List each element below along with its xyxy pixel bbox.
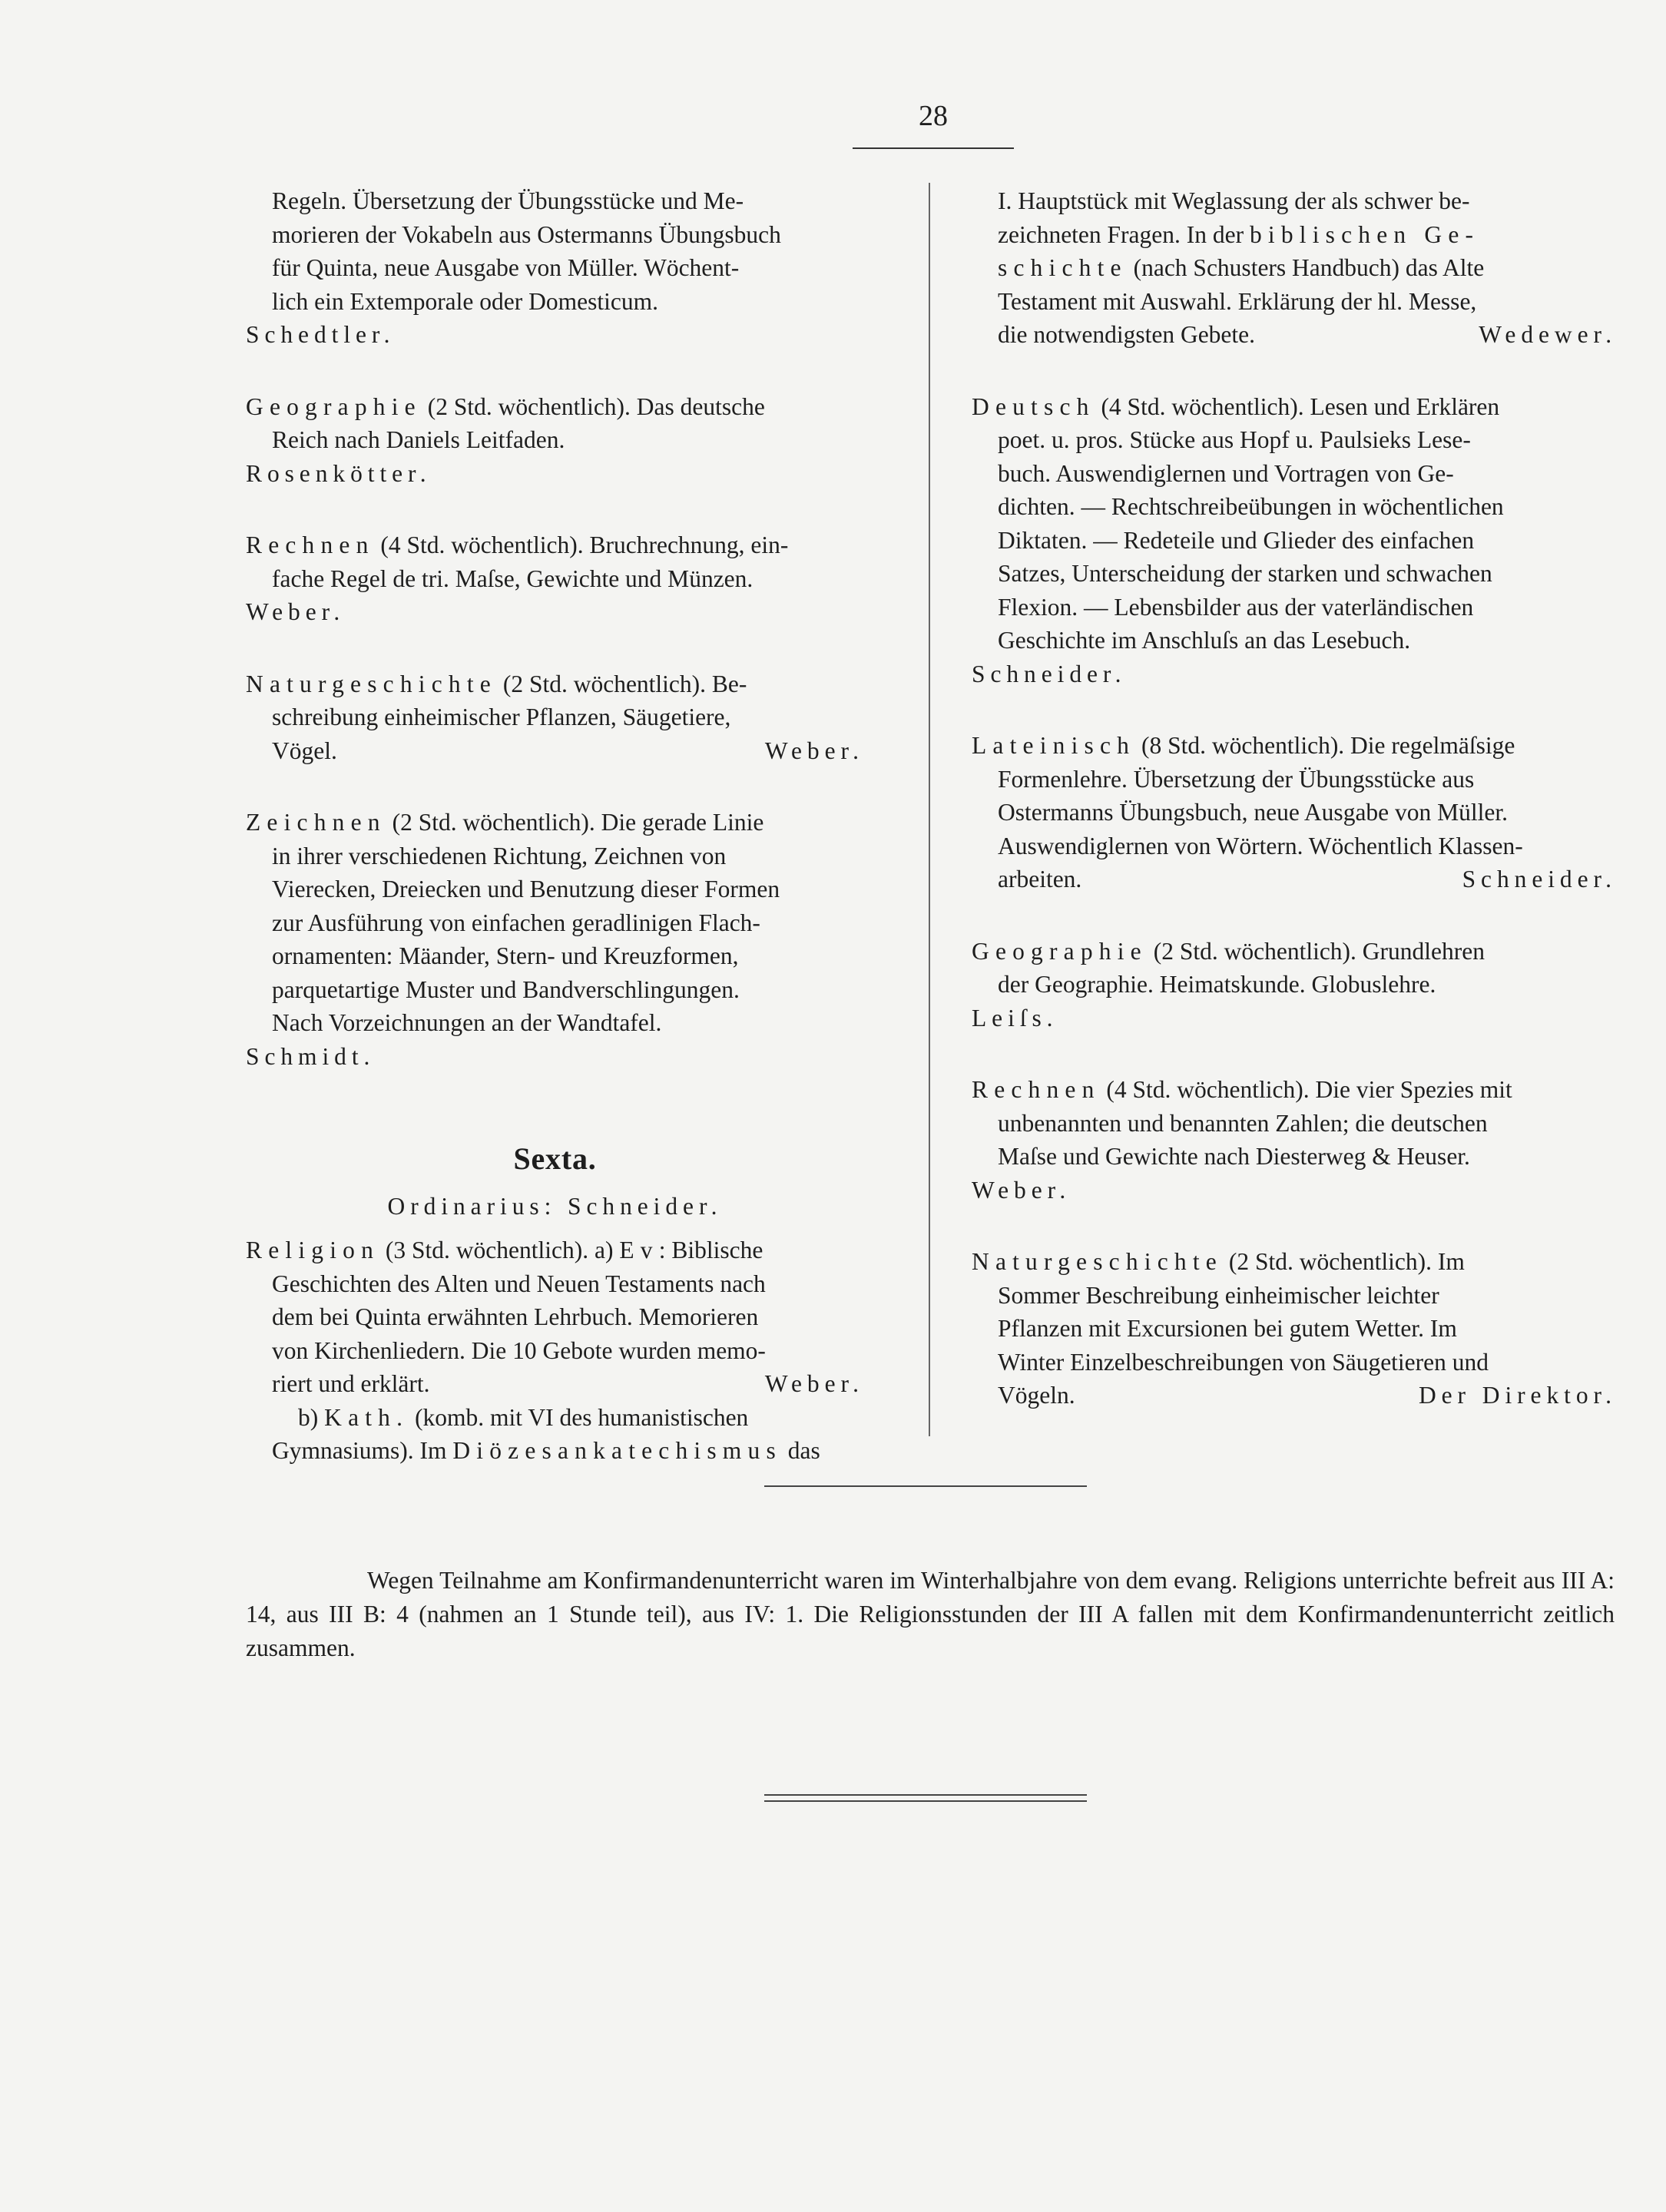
teacher-name: Schneider.	[1462, 866, 1617, 892]
text-line: in ihrer verschiedenen Richtung, Zeichnen von	[272, 842, 727, 869]
last-line-row	[972, 1379, 1617, 1412]
text-line: Geschichten des Alten und Neuen Testaments nach	[272, 1270, 766, 1297]
text-line: poet. u. pros. Stücke aus Hopf u. Paulsieks Lese-	[998, 426, 1471, 453]
text-line: ornamenten: Mäander, Stern- und Kreuzformen,	[272, 942, 739, 969]
text-line: fache Regel de tri. Maſse, Gewichte und Münzen.	[272, 565, 754, 592]
deutsch-entry	[972, 390, 1617, 691]
entry-first-line	[972, 935, 1617, 969]
subject-title: Religion	[246, 1237, 380, 1263]
left-column	[246, 184, 864, 1468]
text-line: buch. Auswendiglernen und Vortragen von Ge-	[998, 459, 1454, 487]
entry-text: Gymnasiums). Im	[272, 1437, 453, 1464]
subject-title: Lateinisch	[972, 732, 1136, 759]
entry-first-line	[246, 806, 864, 839]
naturgeschichte-entry	[972, 1245, 1617, 1412]
page-number-rule	[853, 147, 1014, 149]
text-line: dem bei Quinta erwähnten Lehrbuch. Memorieren	[272, 1303, 759, 1330]
text-line: Sommer Beschreibung einheimischer leichter	[998, 1281, 1439, 1309]
text-line: Regeln. Übersetzung der Übungsstücke und Me-	[272, 187, 744, 214]
text-line: Diktaten. — Redeteile und Glieder des einfachen	[998, 526, 1475, 554]
text-line: Nach Vorzeichnungen an der Wandtafel.	[272, 1009, 662, 1036]
text-line: Flexion. — Lebensbilder aus der vaterländischen	[998, 593, 1474, 621]
entry-text: (2 Std. wöchentlich). Die gerade Linie	[386, 809, 764, 836]
entry-first-line	[972, 729, 1617, 763]
entry-first-line	[972, 1073, 1617, 1107]
entry-text: (komb. mit VI des humanistischen	[409, 1403, 749, 1431]
subject-title: Geographie	[246, 392, 422, 420]
text-line: unbenannten und benannten Zahlen; die deutschen	[998, 1109, 1488, 1137]
text-line: von Kirchenliedern. Die 10 Gebote wurden memo-	[272, 1336, 766, 1364]
text-line: lich ein Extemporale oder Domesticum.	[272, 287, 658, 315]
entry-first-line	[972, 1245, 1617, 1279]
last-line-row	[246, 734, 864, 768]
text-line	[246, 1434, 864, 1468]
text-line: morieren der Vokabeln aus Ostermanns Übungsbuch	[272, 220, 781, 248]
subject-title: Deutsch	[972, 392, 1095, 420]
entry-text: (8 Std. wöchentlich). Die regelmäſsige	[1135, 732, 1515, 759]
text-line: Vierecken, Dreiecken und Benutzung dieser Formen	[272, 876, 780, 902]
entry-text: b)	[298, 1403, 325, 1431]
last-line-row	[972, 318, 1617, 352]
text-line: Formenlehre. Übersetzung der Übungsstücke aus	[998, 765, 1475, 793]
text-line: Reich nach Daniels Leitfaden.	[272, 426, 565, 453]
religion-continuation-entry	[972, 184, 1617, 352]
entry-text: : Biblische	[658, 1237, 763, 1263]
teacher-name: Leiſs.	[972, 1004, 1058, 1031]
text-line	[246, 1401, 864, 1435]
text-line: Ostermanns Übungsbuch, neue Ausgabe von Müller.	[998, 799, 1509, 826]
subject-title: Geographie	[972, 937, 1148, 965]
zeichnen-entry	[246, 806, 864, 1073]
entry-text: (nach Schusters Handbuch) das Alte	[1127, 254, 1485, 281]
latin-continuation-entry	[246, 184, 864, 352]
entry-text: (4 Std. wöchentlich). Bruchrechnung, ein-	[374, 531, 789, 558]
subject-title: Rechnen	[246, 531, 375, 558]
entry-first-line	[246, 528, 864, 562]
text-line: Winter Einzelbeschreibungen von Säugetieren und	[998, 1348, 1489, 1376]
entry-text: (2 Std. wöchentlich). Das deutsche	[421, 392, 765, 420]
text-line: Maſse und Gewichte nach Diesterweg & Heuser.	[998, 1143, 1470, 1170]
entry-text: (2 Std. wöchentlich). Be-	[496, 670, 747, 697]
text-line: Satzes, Unterscheidung der starken und schwachen	[998, 560, 1492, 587]
section-heading: Sexta.	[513, 1141, 597, 1176]
entry-text: (4 Std. wöchentlich). Lesen und Erklären	[1095, 392, 1500, 420]
spaced-term: biblischen Ge-	[1249, 220, 1480, 248]
text-line: Pflanzen mit Excursionen bei gutem Wetter. Im	[998, 1315, 1457, 1342]
entry-first-line	[246, 667, 864, 701]
entry-text: das	[781, 1437, 820, 1464]
subject-title: Zeichnen	[246, 809, 386, 836]
text-line: I. Hauptstück mit Weglassung der als schwer be-	[998, 187, 1470, 214]
entry-text: (3 Std. wöchentlich). a)	[379, 1237, 620, 1263]
teacher-name: Weber.	[972, 1176, 1071, 1204]
last-line-row	[246, 1367, 864, 1401]
column-divider	[929, 183, 930, 1436]
geographie-entry	[246, 390, 864, 491]
entry-text: (4 Std. wöchentlich). Die vier Spezies mit	[1100, 1076, 1512, 1103]
spaced-term: Diözesankatechismus	[452, 1437, 782, 1464]
subject-title: Naturgeschichte	[972, 1248, 1223, 1275]
end-rule-top	[764, 1794, 1087, 1796]
entry-text: zeichneten Fragen. In der	[998, 220, 1250, 248]
teacher-name: Rosenkötter.	[246, 459, 432, 487]
teacher-name: Wedewer.	[1479, 321, 1617, 348]
teacher-name: Schmidt.	[246, 1042, 376, 1070]
teacher-name: Weber.	[246, 598, 346, 625]
text-line	[972, 218, 1617, 252]
spaced-term: Ev	[619, 1237, 659, 1263]
footnote: Wegen Teilnahme am Konfirmandenunterricht waren im Winterhalbjahre von dem evang. Religions unterrichte befreit aus III A: 14, aus III B: 4 (nahmen an 1 Stunde teil), aus IV: 1. Die Religionsstunden der III A fallen mit dem Konfirmandenunterricht zeitlich zusammen.	[246, 1567, 1615, 1661]
teacher-name: Weber.	[764, 737, 864, 764]
spaced-term: Kath.	[324, 1403, 409, 1431]
end-rule-bottom	[764, 1800, 1087, 1802]
text-line: schreibung einheimischer Pflanzen, Säugetiere,	[272, 704, 731, 730]
rechnen-entry	[246, 528, 864, 629]
subject-title: Rechnen	[972, 1076, 1101, 1103]
text-line: Vögel.	[272, 737, 337, 764]
geographie-entry	[972, 935, 1617, 1035]
right-column	[972, 184, 1617, 1412]
text-line: Auswendiglernen von Wörtern. Wöchentlich Klassen-	[998, 832, 1523, 859]
entry-first-line	[246, 1233, 864, 1267]
page-number: 28	[919, 100, 948, 132]
section-divider-rule	[764, 1485, 1087, 1487]
text-line: zur Ausführung von einfachen geradlinigen Flach-	[272, 909, 760, 936]
teacher-name: Schedtler.	[246, 321, 396, 348]
text-line: die notwendigsten Gebete.	[998, 321, 1256, 348]
naturgeschichte-entry	[246, 667, 864, 768]
teacher-name: Weber.	[764, 1370, 864, 1397]
text-line: der Geographie. Heimatskunde. Globuslehre.	[998, 971, 1436, 998]
entry-first-line	[972, 390, 1617, 424]
entry-text: (2 Std. wöchentlich). Im	[1222, 1248, 1465, 1275]
teacher-name: Schneider.	[972, 660, 1127, 687]
text-line	[972, 251, 1617, 285]
entry-text: (2 Std. wöchentlich). Grundlehren	[1147, 937, 1485, 965]
ordinarius-line: Ordinarius: Schneider.	[387, 1192, 723, 1220]
text-line: Vögeln.	[998, 1382, 1075, 1409]
last-line-row	[972, 863, 1617, 896]
subject-title: Naturgeschichte	[246, 670, 497, 697]
text-line: Geschichte im Anschluſs an das Lesebuch.	[998, 627, 1411, 654]
text-line: parquetartige Muster und Bandverschlingungen.	[272, 975, 740, 1003]
lateinisch-entry	[972, 729, 1617, 896]
text-line: dichten. — Rechtschreibeübungen in wöchentlichen	[998, 493, 1504, 520]
teacher-name: Der Direktor.	[1418, 1382, 1617, 1409]
rechnen-entry	[972, 1073, 1617, 1207]
text-line: riert und erklärt.	[272, 1370, 430, 1397]
entry-first-line	[246, 390, 864, 424]
text-line: für Quinta, neue Ausgabe von Müller. Wöchent-	[272, 254, 740, 281]
text-line: Testament mit Auswahl. Erklärung der hl. Messe,	[998, 287, 1477, 315]
religion-entry	[246, 1233, 864, 1468]
spaced-term: schichte	[998, 254, 1128, 281]
text-line: arbeiten.	[998, 866, 1082, 892]
